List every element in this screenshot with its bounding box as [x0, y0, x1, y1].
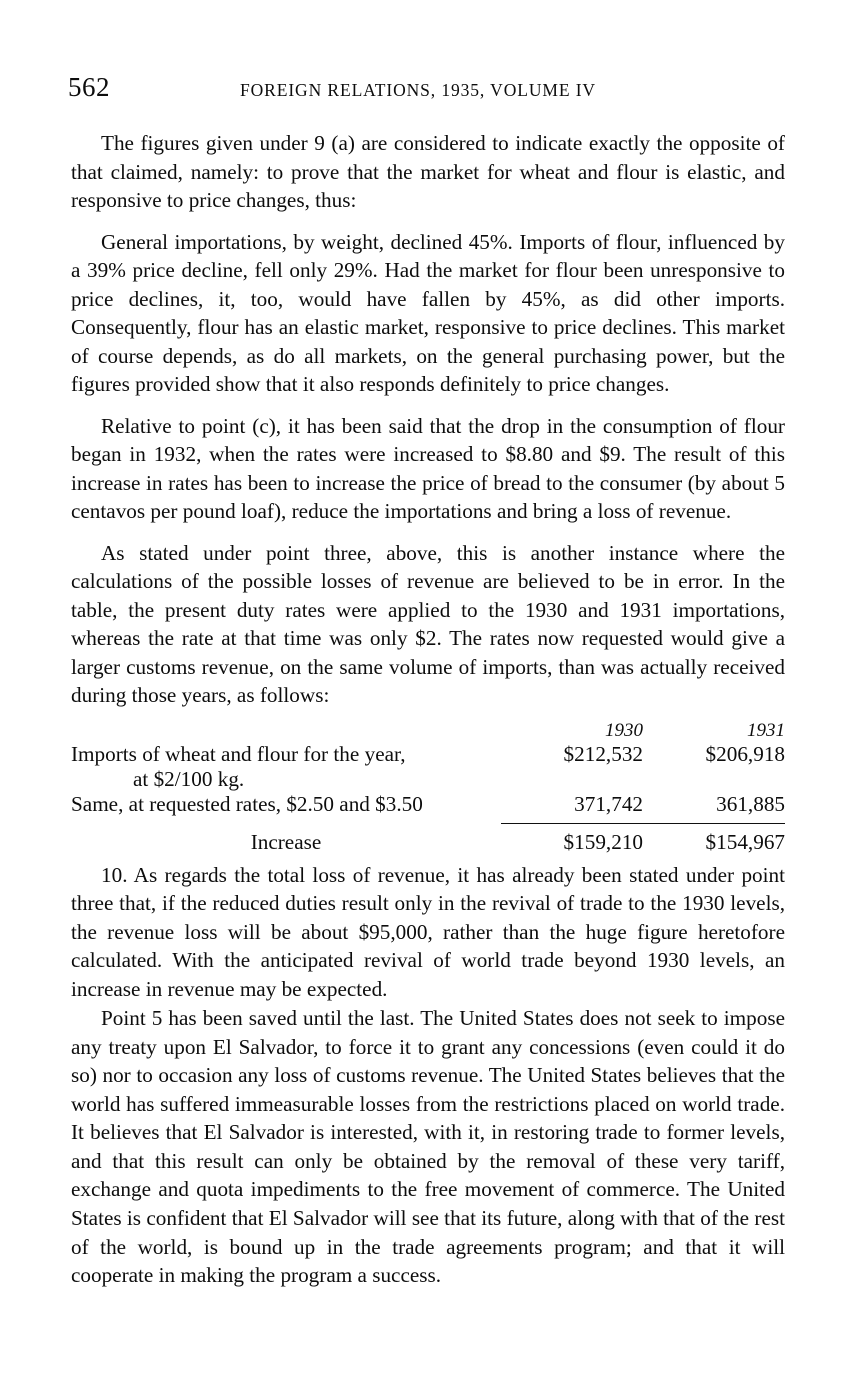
table-cell-1930: $212,532	[563, 741, 643, 766]
paragraph-1: The figures given under 9 (a) are considered to indicate exactly the opposite of that claimed, namely: to prove that the market for wheat and flour is elastic, and responsive to price changes, thus:	[71, 131, 785, 213]
paragraph-4: As stated under point three, above, this is another instance where the calculations of the possible losses of revenue are believed to be in error. In the table, the present duty rates were applied to the 1930 and 1931 importations, whereas the rate at that time was only $2. The rates now requested would give a larger customs revenue, on the same volume of imports, than was actually received during those years, as follows:	[71, 540, 785, 708]
table-row-sublabel	[71, 767, 785, 792]
table-header-1931: 1931	[747, 719, 785, 741]
table-total-1930: $159,210	[563, 829, 643, 854]
table-total-label: Increase	[250, 829, 322, 854]
table-total-row	[71, 823, 785, 855]
table-header-1930: 1930	[605, 719, 643, 741]
table-cell-1931: 361,885	[716, 791, 785, 816]
table-header-blank	[71, 720, 501, 742]
table-row-label: Imports of wheat and flour for the year,	[71, 741, 406, 766]
paragraph-5: 10. As regards the total loss of revenue, it has already been stated under point three that, if the reduced duties result only in the revival of trade to the 1930 levels, the revenue loss will be about $95,000, rather than the huge figure heretofore calculated. With the anticipated revival of world trade beyond 1930 levels, an increase in revenue may be expected.	[71, 862, 785, 1001]
body-column	[71, 129, 785, 1290]
revenue-table	[71, 720, 785, 855]
table-total-1931: $154,967	[705, 829, 785, 854]
running-title: FOREIGN RELATIONS, 1935, VOLUME IV	[240, 80, 596, 100]
page-number: 562	[68, 72, 110, 102]
running-head	[68, 72, 788, 103]
table-row	[71, 742, 785, 767]
table-cell-1931: $206,918	[705, 741, 785, 766]
table-row-label: Same, at requested rates, $2.50 and $3.50	[71, 791, 423, 816]
paragraph-2: General importations, by weight, declined 45%. Imports of flour, influenced by a 39% price decline, fell only 29%. Had the market for flour been unresponsive to price declines, it, too, would have fallen by 45%, as did other imports. Consequently, flour has an elastic market, responsive to price declines. This market of course depends, as do all markets, on the general purchasing power, but the figures provided show that it also responds definitely to price changes.	[71, 229, 785, 397]
table-row-sublabel-text: at $2/100 kg.	[133, 766, 245, 791]
paragraph-6: Point 5 has been saved until the last. The United States does not seek to impose any treaty upon El Salvador, to force it to grant any concessions (even could it do so) nor to occasion any loss of customs revenue. The United States believes that the world has suffered immeasurable losses from the restrictions placed on world trade. It believes that El Salvador is interested, with it, in restoring trade to former levels, and that this result can only be obtained by the removal of these very tariff, exchange and quota impediments to the free movement of commerce. The United States is confident that El Salvador will see that its future, along with that of the rest of the world, is bound up in the trade agreements program; and that it will cooperate in making the program a success.	[71, 1006, 785, 1288]
table-cell-1930: 371,742	[574, 791, 643, 816]
table-header-row	[71, 720, 785, 742]
table-row	[71, 792, 785, 817]
paragraph-3: Relative to point (c), it has been said that the drop in the consumption of flour began in 1932, when the rates were increased to $8.80 and $9. The result of this increase in rates has been to increase the price of bread to the consumer (by about 5 centavos per pound loaf), reduce the importations and bring a loss of revenue.	[71, 413, 785, 524]
